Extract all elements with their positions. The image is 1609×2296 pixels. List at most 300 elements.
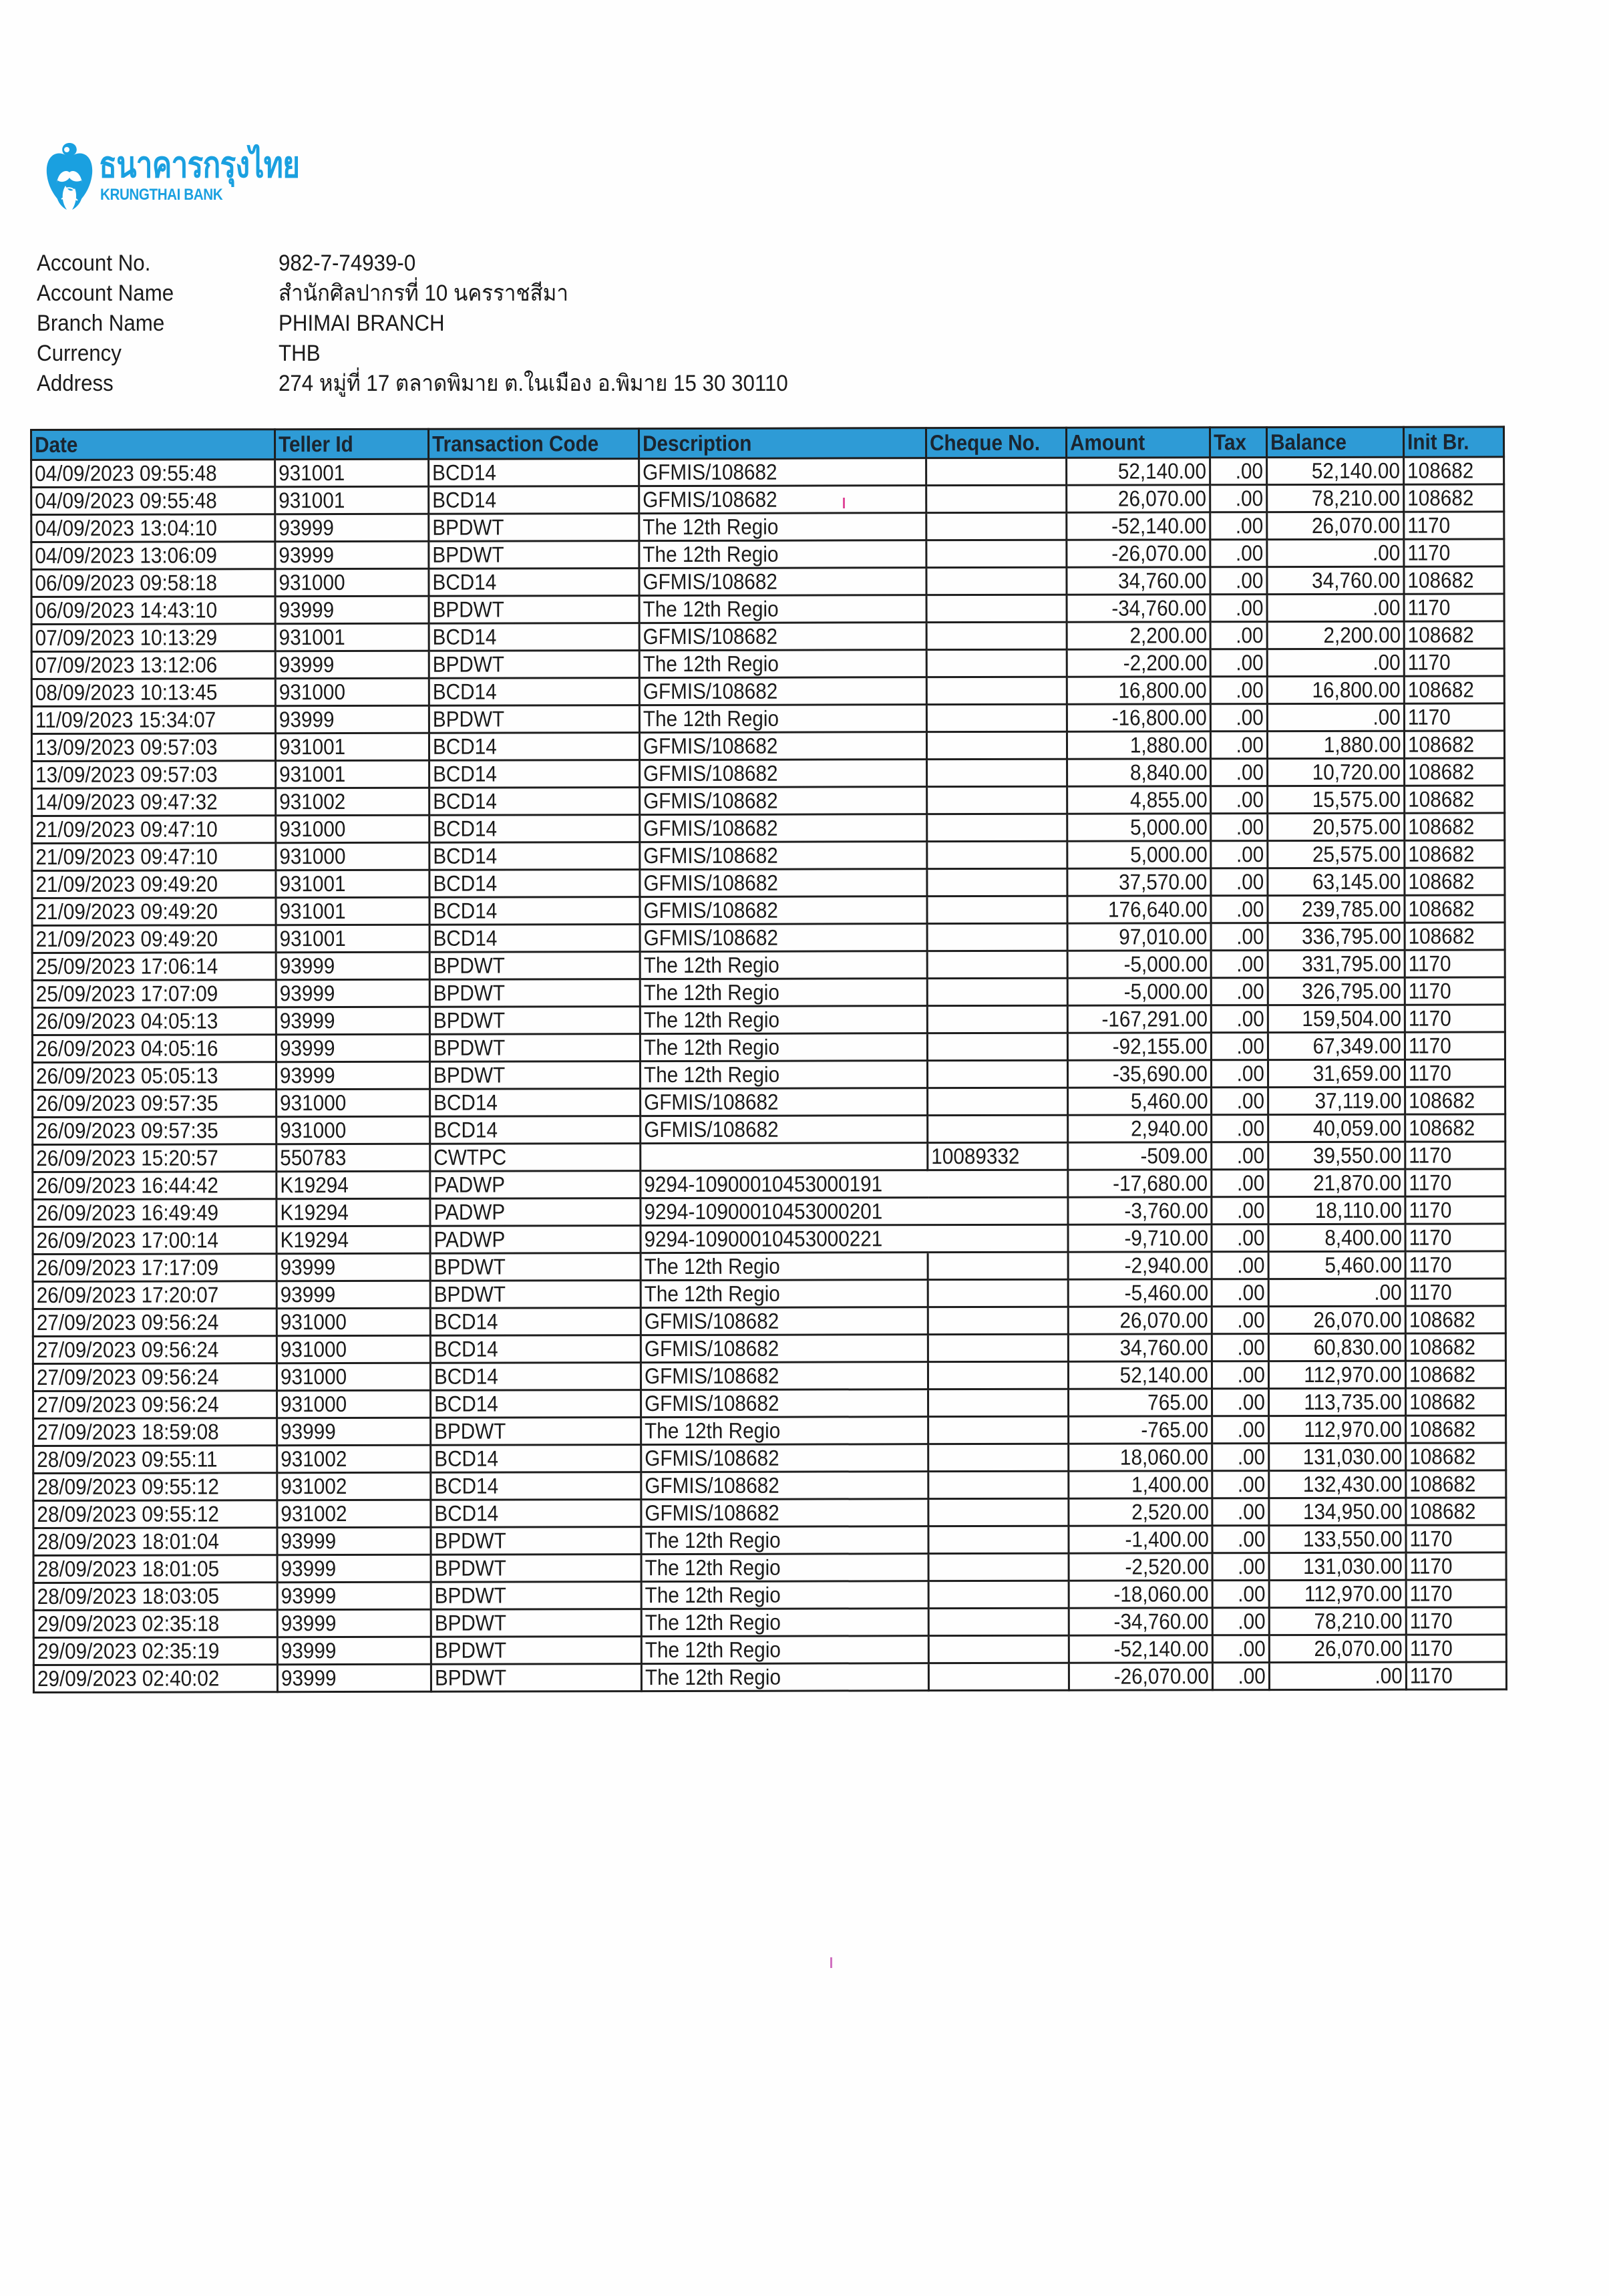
cell-value: .00 — [1238, 1636, 1266, 1661]
cell-transaction-code — [431, 1582, 641, 1610]
cell-balance — [1267, 621, 1404, 649]
table-row — [31, 676, 1504, 707]
cell-amount — [1067, 1005, 1211, 1033]
cell-value: 931000 — [279, 570, 345, 595]
cell-value: 108682 — [1407, 485, 1474, 510]
cell-value: 1170 — [1409, 1142, 1452, 1168]
cell-value: The 12th Regio — [645, 1527, 781, 1553]
cell-value: -2,520.00 — [1125, 1554, 1209, 1579]
cell-date — [31, 514, 275, 542]
cell-value: 26/09/2023 04:05:16 — [35, 1035, 218, 1061]
cell-value: -167,291.00 — [1101, 1006, 1208, 1031]
cell-value: .00 — [1238, 1526, 1266, 1552]
cell-description — [639, 705, 926, 733]
cell-value: -765.00 — [1141, 1417, 1209, 1442]
cell-value: -5,000.00 — [1123, 979, 1208, 1004]
cell-date — [33, 1281, 277, 1309]
cell-cheque-no — [927, 1060, 1067, 1088]
cell-value: .00 — [1236, 732, 1264, 758]
cell-value: BCD14 — [433, 1336, 498, 1361]
account-number-row — [37, 249, 832, 279]
cell-date — [33, 1199, 277, 1227]
cell-value: 26/09/2023 16:44:42 — [36, 1172, 218, 1198]
column-header-cheque-no — [926, 428, 1067, 458]
cell-transaction-code — [430, 1171, 641, 1199]
table-row — [32, 813, 1505, 844]
cell-date — [33, 1172, 277, 1200]
cell-value: 28/09/2023 09:55:12 — [37, 1474, 219, 1499]
cell-value: .00 — [1236, 677, 1264, 703]
cell-value: BPDWT — [433, 1254, 506, 1279]
cell-value: -17,680.00 — [1113, 1170, 1208, 1196]
cell-teller-id — [275, 541, 429, 568]
cell-date — [33, 1117, 277, 1145]
cell-cheque-no — [928, 1088, 1068, 1115]
bank-name-thai: ธนาคารกรุงไทย — [99, 144, 300, 186]
cell-value: -3,760.00 — [1123, 1198, 1208, 1223]
cell-date — [32, 1007, 276, 1035]
cell-value: BCD14 — [432, 679, 497, 704]
cell-teller-id — [275, 596, 429, 623]
branch-name-value: PHIMAI BRANCH — [279, 311, 445, 336]
cell-transaction-code — [429, 733, 639, 761]
cell-cheque-no — [927, 951, 1067, 978]
cell-balance — [1269, 1635, 1406, 1662]
cell-date — [32, 1062, 276, 1090]
cell-amount — [1067, 759, 1211, 786]
cell-value: .00 — [1236, 705, 1264, 730]
cell-description — [641, 1444, 928, 1472]
cell-transaction-code — [430, 1089, 641, 1117]
cell-value: 28/09/2023 18:03:05 — [37, 1583, 220, 1609]
cell-amount — [1068, 1142, 1212, 1170]
cell-teller-id — [277, 1198, 430, 1226]
cell-cheque-no — [926, 704, 1067, 731]
cell-value: BCD14 — [432, 733, 497, 759]
cell-cheque-no — [927, 1033, 1067, 1060]
field-label: Address — [37, 371, 114, 396]
cell-value: -16,800.00 — [1111, 705, 1207, 730]
cell-value: 67,349.00 — [1312, 1033, 1401, 1058]
table-row — [33, 1552, 1506, 1583]
cell-amount — [1067, 704, 1210, 731]
cell-description — [640, 869, 927, 897]
cell-description — [641, 1417, 928, 1445]
cell-transaction-code — [429, 815, 640, 843]
cell-balance — [1269, 1607, 1406, 1635]
cell-tax — [1210, 458, 1267, 485]
cell-balance — [1268, 950, 1405, 977]
cell-value: 13/09/2023 09:57:03 — [35, 762, 218, 787]
cell-value: K19294 — [280, 1200, 349, 1225]
cell-value: .00 — [1236, 869, 1264, 894]
cell-teller-id — [277, 1226, 430, 1253]
cell-description — [641, 1116, 928, 1144]
cell-init-br — [1405, 813, 1505, 840]
cell-date — [31, 569, 275, 597]
cell-transaction-code — [429, 514, 639, 542]
cell-init-br — [1404, 484, 1504, 512]
cell-balance — [1269, 1416, 1406, 1443]
cell-description — [640, 896, 927, 925]
cell-amount — [1069, 1444, 1212, 1471]
column-header-balance — [1266, 427, 1403, 457]
cell-tax — [1210, 485, 1267, 512]
cell-balance — [1268, 1169, 1405, 1196]
cell-value: -2,940.00 — [1124, 1253, 1208, 1278]
cell-value: .00 — [1237, 1335, 1265, 1360]
currency-row — [37, 339, 832, 369]
cell-value: 04/09/2023 13:04:10 — [35, 515, 217, 540]
cell-teller-id — [276, 788, 429, 815]
cell-amount — [1069, 1553, 1212, 1581]
cell-description — [639, 568, 926, 596]
cell-value: 93999 — [281, 1611, 337, 1636]
cell-value: The 12th Regio — [645, 1637, 781, 1663]
cell-value: The 12th Regio — [643, 541, 779, 567]
cell-value: 1,880.00 — [1323, 731, 1401, 757]
table-row — [32, 786, 1505, 816]
cell-value: -35,690.00 — [1112, 1061, 1208, 1086]
cell-value: -1,400.00 — [1124, 1526, 1209, 1552]
cell-value: 11/09/2023 15:34:07 — [35, 707, 216, 732]
cell-value: GFMIS/108682 — [643, 678, 778, 704]
table-row — [32, 977, 1505, 1008]
cell-balance — [1267, 703, 1404, 731]
cell-value: .00 — [1236, 623, 1264, 648]
cell-amount — [1068, 1252, 1212, 1279]
cell-value: 37,119.00 — [1314, 1088, 1402, 1113]
table-row — [33, 1169, 1505, 1200]
cell-date — [33, 1473, 277, 1501]
cell-teller-id — [275, 678, 429, 705]
cell-description — [641, 1335, 928, 1363]
cell-amount — [1068, 1170, 1212, 1197]
column-header-teller-id — [275, 429, 429, 459]
cell-transaction-code — [429, 596, 639, 624]
table-row — [33, 1635, 1506, 1665]
cell-date — [33, 1446, 277, 1474]
cell-value: 1170 — [1409, 1252, 1452, 1277]
cell-teller-id — [276, 870, 429, 897]
cell-value: PADWP — [433, 1172, 506, 1197]
cell-value: 112,970.00 — [1304, 1361, 1403, 1387]
cell-value: 2,200.00 — [1129, 623, 1207, 648]
cell-init-br — [1405, 1032, 1505, 1059]
cell-value: .00 — [1236, 595, 1264, 621]
cell-value: 108682 — [1407, 622, 1474, 647]
cell-value: 27/09/2023 09:56:24 — [36, 1309, 219, 1335]
cell-init-br — [1406, 1635, 1506, 1662]
cell-value: 93999 — [281, 1419, 336, 1444]
cell-value: 10089332 — [931, 1143, 1020, 1169]
table-row — [33, 1388, 1506, 1419]
cell-amount — [1067, 512, 1210, 540]
cell-description — [641, 1143, 928, 1171]
table-row — [33, 1607, 1506, 1638]
cell-tax — [1212, 1279, 1268, 1307]
cell-value: 108682 — [1409, 1444, 1476, 1469]
cell-balance — [1267, 539, 1404, 566]
cell-value: 108682 — [1408, 759, 1475, 784]
cell-cheque-no — [927, 841, 1067, 868]
cell-value: 26,070.00 — [1312, 512, 1401, 538]
cell-teller-id — [277, 1609, 431, 1637]
cell-value: 16,800.00 — [1312, 677, 1401, 702]
cell-amount — [1068, 1334, 1212, 1361]
cell-amount — [1067, 841, 1211, 868]
cell-value: BCD14 — [433, 870, 498, 896]
cell-value: 93999 — [279, 953, 335, 979]
cell-date — [33, 1583, 277, 1611]
cell-value: .00 — [1236, 540, 1264, 566]
cell-description — [641, 1362, 928, 1390]
cell-transaction-code — [429, 623, 639, 651]
cell-value: 1170 — [1408, 1005, 1451, 1031]
cell-balance — [1268, 1059, 1405, 1087]
cell-init-br — [1405, 1087, 1505, 1114]
column-header-label: Date — [35, 432, 78, 457]
cell-description — [640, 760, 927, 788]
cell-value: The 12th Regio — [643, 1034, 780, 1060]
cell-teller-id — [275, 651, 429, 678]
cell-value: BPDWT — [433, 1007, 506, 1033]
table-row — [31, 731, 1504, 762]
cell-value: -26,070.00 — [1113, 1663, 1209, 1689]
cell-value: 108682 — [1408, 896, 1475, 921]
cell-tax — [1211, 951, 1268, 978]
cell-tax — [1210, 567, 1267, 595]
cell-date — [33, 1309, 277, 1337]
cell-value: 931001 — [279, 926, 346, 951]
cell-value: .00 — [1238, 1663, 1266, 1689]
field-label: Branch Name — [37, 311, 165, 336]
cell-tax — [1212, 1088, 1268, 1115]
table-row — [31, 539, 1504, 570]
cell-value: The 12th Regio — [643, 514, 779, 540]
cell-cheque-no — [927, 978, 1067, 1005]
table-row — [32, 895, 1505, 926]
cell-teller-id — [277, 1418, 431, 1445]
table-row — [32, 868, 1505, 898]
cell-init-br — [1405, 923, 1505, 950]
cell-tax — [1212, 1115, 1268, 1142]
cell-amount — [1068, 1224, 1212, 1252]
cell-description — [639, 595, 926, 623]
cell-value: 239,785.00 — [1301, 896, 1401, 922]
cell-value: GFMIS/108682 — [644, 1335, 779, 1361]
cell-transaction-code — [431, 1418, 641, 1446]
cell-value: 931000 — [279, 816, 346, 842]
cell-init-br — [1406, 1388, 1506, 1416]
cell-description — [640, 979, 927, 1007]
cell-amount — [1068, 1279, 1212, 1307]
cell-transaction-code — [430, 1198, 641, 1226]
cell-teller-id — [277, 1116, 430, 1144]
cell-teller-id — [277, 1281, 430, 1308]
cell-value: GFMIS/108682 — [643, 897, 778, 923]
cell-value: .00 — [1236, 787, 1264, 812]
cell-date — [32, 788, 276, 816]
cell-init-br — [1406, 1607, 1506, 1635]
cell-transaction-code — [429, 925, 640, 953]
cell-description — [641, 1499, 928, 1527]
cell-tax — [1211, 923, 1268, 951]
cell-balance — [1269, 1662, 1406, 1689]
cell-value: 26/09/2023 16:49:49 — [36, 1200, 219, 1225]
cell-value: -34,760.00 — [1113, 1609, 1209, 1634]
cell-teller-id — [277, 1171, 430, 1198]
cell-description — [641, 1636, 928, 1664]
cell-transaction-code — [429, 1061, 640, 1090]
cell-value: .00 — [1373, 595, 1401, 620]
cell-value: The 12th Regio — [643, 651, 779, 677]
cell-value: 18,110.00 — [1314, 1197, 1402, 1222]
cell-value: 108682 — [1408, 814, 1475, 839]
cell-value: 112,970.00 — [1304, 1416, 1403, 1442]
cell-value: .00 — [1237, 1472, 1266, 1497]
cell-transaction-code — [429, 459, 639, 487]
cell-cheque-no — [926, 731, 1067, 759]
cell-cheque-no — [928, 1279, 1068, 1307]
cell-teller-id — [276, 1007, 429, 1034]
currency-value: THB — [279, 341, 321, 366]
cell-balance — [1268, 840, 1405, 868]
cell-teller-id — [275, 459, 429, 486]
cell-date — [31, 487, 275, 515]
cell-transaction-code — [429, 760, 640, 788]
cell-value: -5,000.00 — [1123, 951, 1208, 977]
cell-amount — [1067, 595, 1210, 622]
cell-value: GFMIS/108682 — [645, 1445, 779, 1471]
cell-value: 26/09/2023 17:00:14 — [36, 1227, 219, 1253]
cell-value: K19294 — [280, 1172, 349, 1198]
cell-value: GFMIS/108682 — [643, 486, 777, 512]
cell-date — [31, 460, 275, 488]
cell-teller-id — [275, 705, 429, 733]
cell-amount — [1068, 1088, 1212, 1115]
column-header-label: Balance — [1270, 429, 1347, 455]
table-row — [33, 1224, 1505, 1255]
scan-speck — [830, 1957, 832, 1968]
cell-tax — [1212, 1471, 1269, 1498]
cell-tax — [1211, 1033, 1268, 1060]
cell-transaction-code — [430, 1281, 641, 1309]
cell-description — [640, 951, 927, 979]
cell-value: .00 — [1236, 951, 1264, 977]
cell-balance — [1267, 512, 1404, 539]
cell-value: .00 — [1236, 1088, 1265, 1114]
cell-value: 133,550.00 — [1302, 1526, 1403, 1552]
cell-init-br — [1404, 566, 1504, 594]
cell-value: BCD14 — [432, 624, 497, 649]
table-row — [33, 1306, 1505, 1337]
cell-value: BCD14 — [433, 1090, 498, 1115]
cell-description — [641, 1170, 928, 1198]
cell-value: .00 — [1238, 1499, 1266, 1524]
cell-value: 108682 — [1407, 458, 1474, 483]
cell-value: GFMIS/108682 — [644, 1363, 779, 1389]
cell-amount — [1069, 1471, 1212, 1498]
cell-transaction-code — [430, 1308, 641, 1336]
cell-value: 06/09/2023 09:58:18 — [35, 570, 218, 595]
table-row — [33, 1142, 1505, 1172]
cell-teller-id — [277, 1335, 430, 1363]
cell-value: 13/09/2023 09:57:03 — [35, 734, 218, 760]
cell-value: .00 — [1373, 704, 1401, 729]
cell-value: 29/09/2023 02:35:18 — [37, 1611, 220, 1636]
cell-value: 34,760.00 — [1119, 1335, 1208, 1360]
cell-value: 931001 — [279, 871, 346, 896]
cell-init-br — [1406, 1498, 1506, 1525]
cell-value: 52,140.00 — [1117, 458, 1207, 484]
column-header-amount — [1066, 428, 1210, 458]
cell-transaction-code — [429, 678, 639, 706]
table-row — [33, 1333, 1505, 1364]
table-row — [33, 1087, 1505, 1118]
cell-description — [640, 787, 927, 815]
table-row — [32, 1005, 1505, 1035]
cell-cheque-no — [928, 1361, 1068, 1389]
cell-date — [33, 1391, 277, 1419]
cell-init-br — [1404, 676, 1504, 703]
cell-init-br — [1405, 1361, 1505, 1388]
cell-transaction-code — [431, 1664, 641, 1692]
cell-value: .00 — [1236, 896, 1264, 922]
cell-value: GFMIS/108682 — [643, 760, 778, 786]
cell-init-br — [1404, 457, 1504, 484]
cell-cheque-no — [928, 1170, 1068, 1197]
cell-init-br — [1406, 1662, 1506, 1689]
cell-value: 18,060.00 — [1120, 1444, 1209, 1470]
cell-value: 113,735.00 — [1304, 1389, 1403, 1415]
transaction-table — [30, 426, 1507, 1693]
cell-amount — [1068, 1197, 1212, 1224]
cell-value: .00 — [1238, 1581, 1266, 1607]
table-body — [31, 457, 1507, 1693]
cell-description — [641, 1609, 928, 1637]
cell-value: .00 — [1235, 513, 1264, 538]
cell-amount — [1067, 923, 1211, 951]
table-row — [31, 649, 1504, 679]
cell-value: .00 — [1375, 1663, 1403, 1688]
cell-amount — [1069, 1389, 1212, 1416]
cell-teller-id — [276, 952, 429, 979]
cell-value: 1170 — [1409, 1581, 1453, 1606]
cell-amount — [1067, 1033, 1211, 1060]
cell-value: 28/09/2023 18:01:04 — [37, 1528, 220, 1554]
cell-teller-id — [276, 842, 429, 870]
cell-cheque-no — [928, 1553, 1069, 1581]
cell-value: -26,070.00 — [1111, 540, 1207, 566]
cell-cheque-no — [928, 1635, 1069, 1663]
cell-value: CWTPC — [433, 1144, 507, 1170]
cell-teller-id — [275, 623, 429, 651]
cell-value: 29/09/2023 02:40:02 — [37, 1665, 220, 1691]
cell-value: BPDWT — [433, 1281, 506, 1307]
cell-amount — [1067, 485, 1210, 512]
cell-balance — [1267, 731, 1404, 758]
cell-description — [639, 458, 926, 486]
cell-value: 1170 — [1409, 1526, 1453, 1551]
cell-teller-id — [275, 486, 429, 514]
cell-value: 108682 — [1409, 1307, 1475, 1332]
cell-value: 78,210.00 — [1314, 1608, 1403, 1633]
column-header-label: Description — [643, 430, 752, 456]
cell-value: BCD14 — [433, 816, 498, 841]
cell-value: 931000 — [280, 1090, 347, 1116]
cell-value: 27/09/2023 09:56:24 — [36, 1337, 219, 1362]
